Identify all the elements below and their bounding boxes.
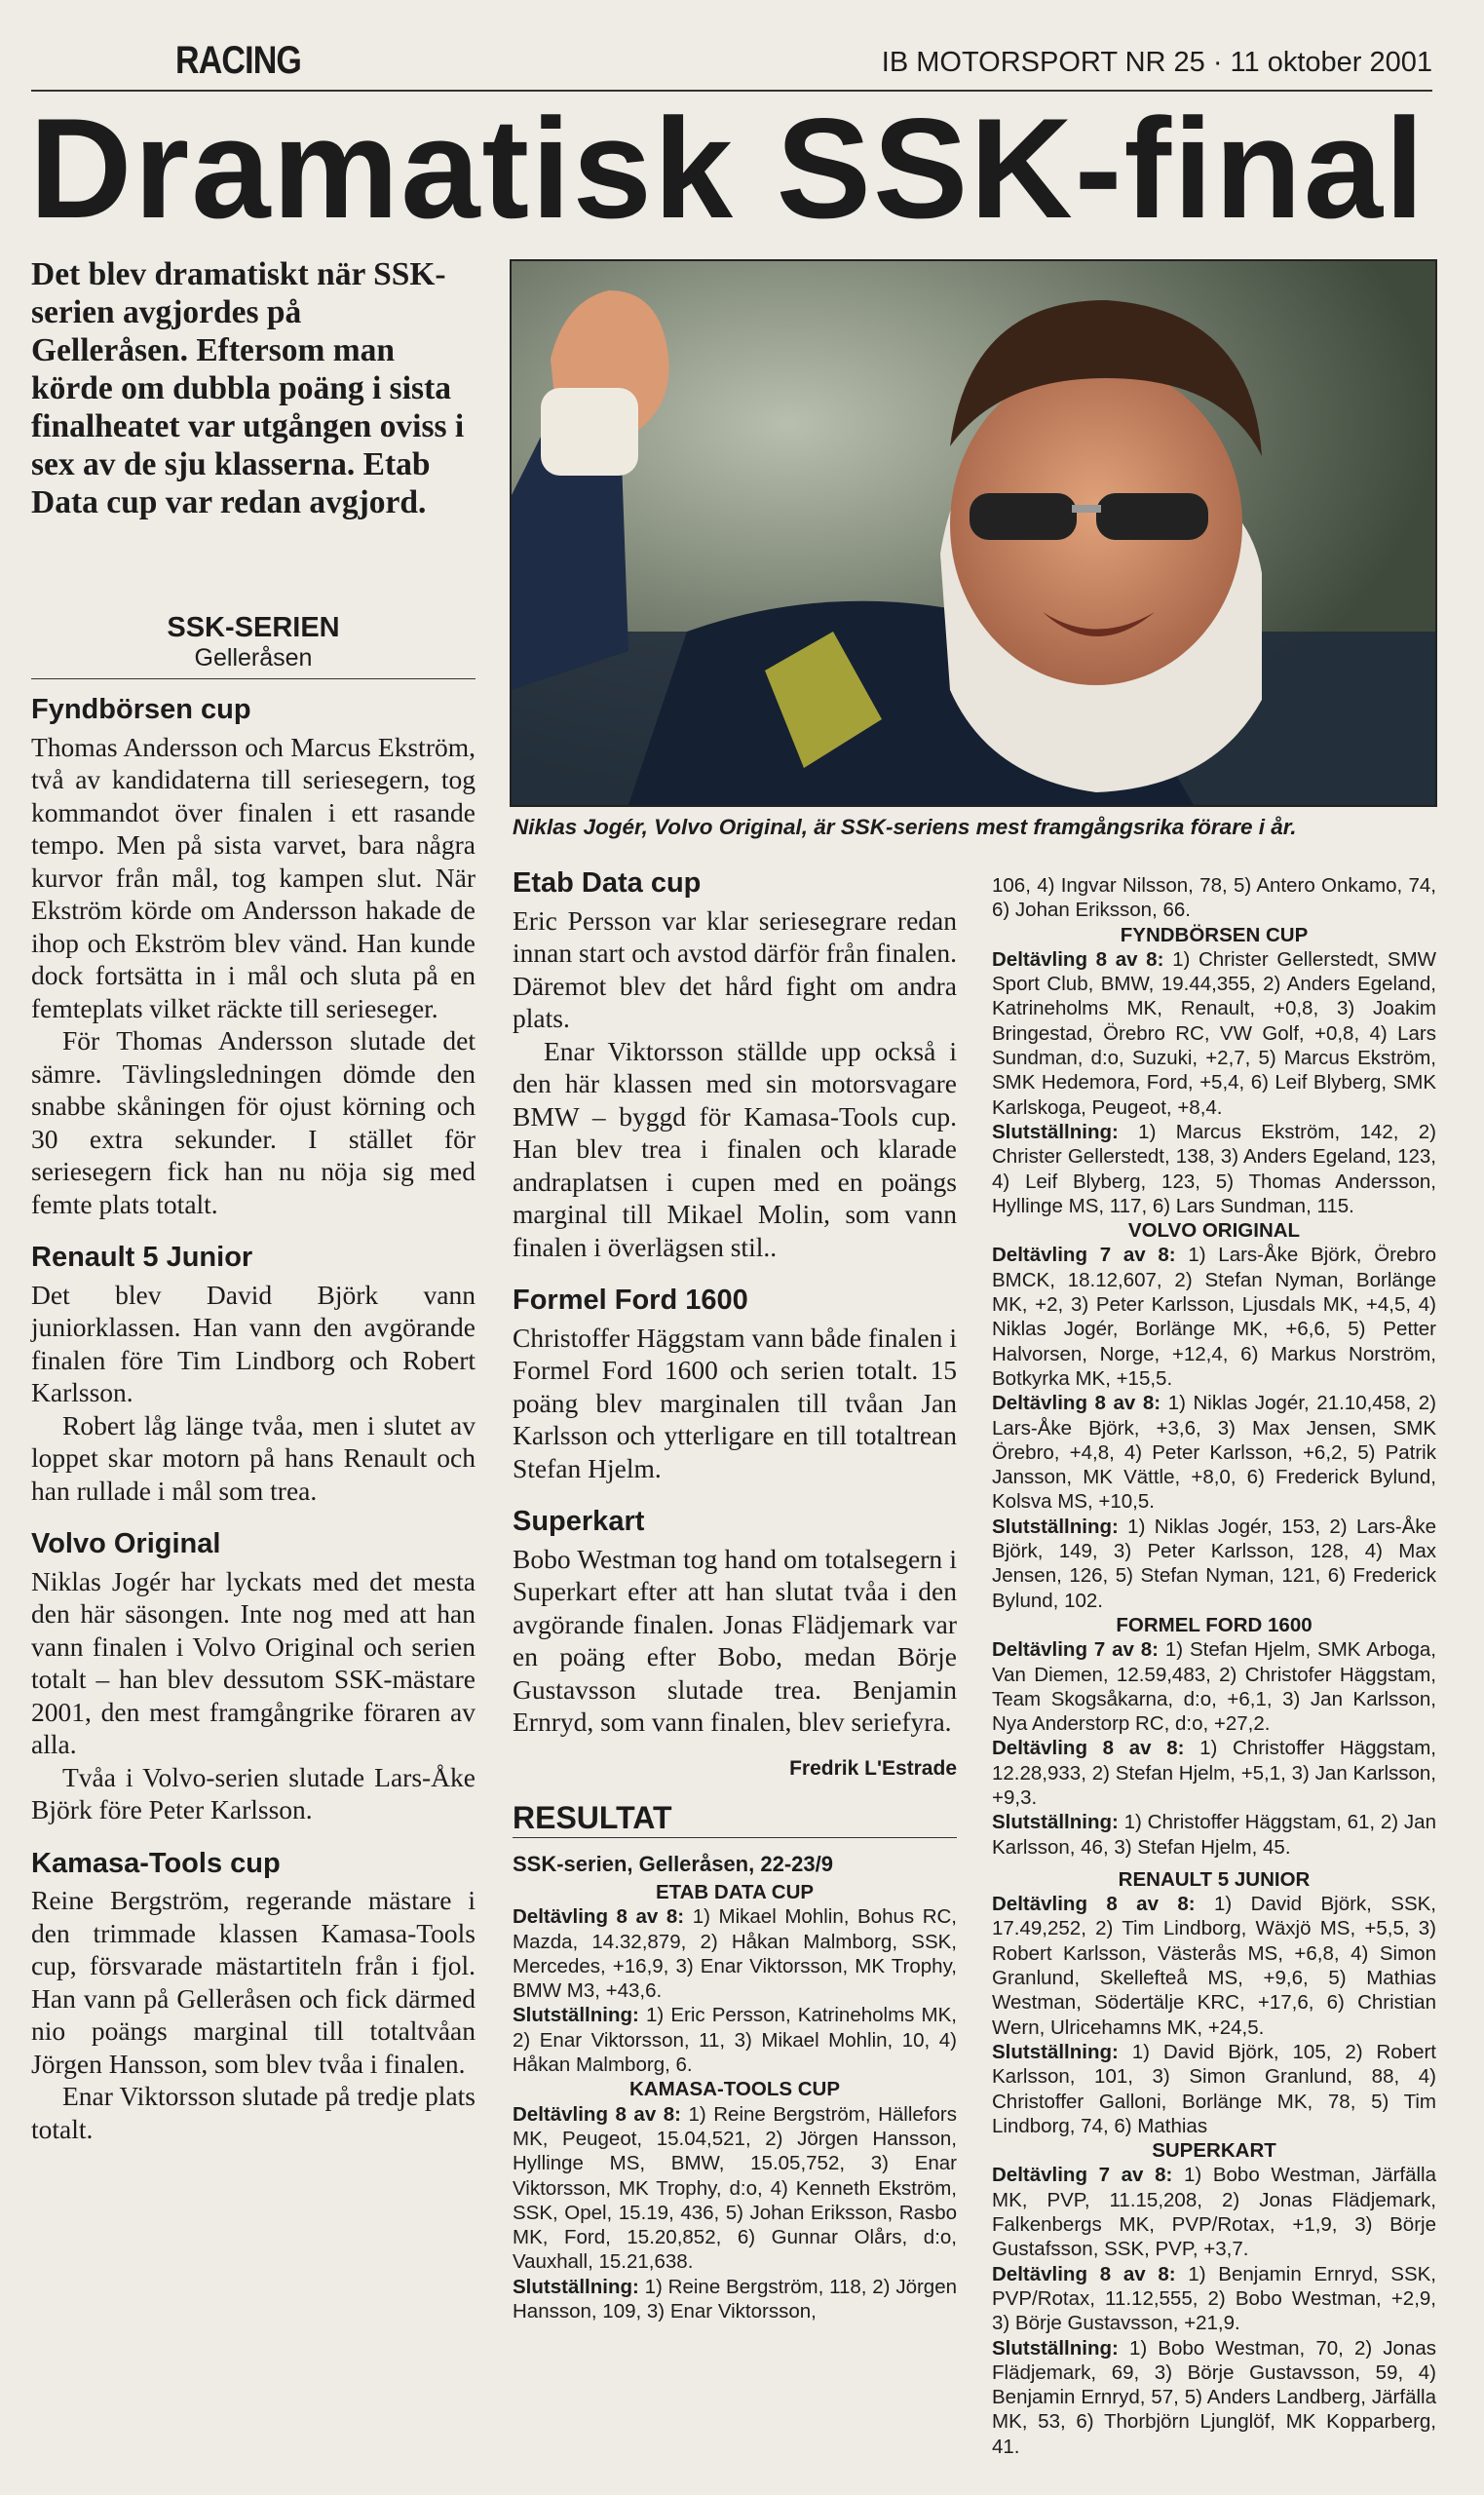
result-entry bbox=[992, 1637, 1436, 1736]
result-entry bbox=[992, 947, 1436, 1120]
result-label: Slutställning: bbox=[513, 2275, 639, 2298]
column-3 bbox=[992, 873, 1436, 2459]
result-text: 1) Lars-Åke Björk, Örebro BMCK, 18.12,607, 2) Stefan Nyman, Borlänge MK, +2, 3) Peter Karlsson, Ljusdals MK, +4,5, 4) Niklas Jogér, Borlänge MK, +6,6, 5) Petter Halvorsen, Norge, +12,4, 6) Markus Norström, Botkyrka MK, +15,5. bbox=[992, 1244, 1437, 1390]
class-heading: SUPERKART bbox=[1152, 2139, 1276, 2163]
subhead-formel-ford: Formel Ford 1600 bbox=[513, 1285, 748, 1316]
result-label: Deltävling 8 av 8: bbox=[992, 947, 1164, 971]
page-header bbox=[31, 39, 1432, 92]
result-text: 1) Eric Persson, Katrineholms MK, 2) Enar Viktorsson, 11, 3) Mikael Mohlin, 10, 4) Håkan Malmborg, 6. bbox=[513, 2004, 957, 2077]
result-text: 1) Niklas Jogér, 21.10,458, 2) Lars-Åke Björk, +3,6, 3) Max Jensen, SMK Örebro, +4,8, 4) Peter Karlsson, +6,2, 5) Patrik Jansson, MK Vättle, +8,0, 6) Frederick Bylund, Kolsva MS, +10,5. bbox=[992, 1392, 1436, 1514]
column-2 bbox=[513, 867, 957, 2323]
subhead-etab: Etab Data cup bbox=[513, 867, 702, 899]
result-entry: 106, 4) Ingvar Nilsson, 78, 5) Antero Onkamo, 74, 6) Johan Eriksson, 66. bbox=[992, 874, 1436, 922]
lead-paragraph: Det blev dramatiskt när SSK-serien avgjordes på Gelleråsen. Eftersom man körde om dubbla poäng i sista finalheatet var utgången oviss i sex av de sju klasserna. Etab Data cup var redan avgjord. bbox=[31, 256, 465, 520]
subhead-volvo: Volvo Original bbox=[31, 1528, 221, 1559]
class-heading: FYNDBÖRSEN CUP bbox=[1120, 923, 1309, 946]
result-text: 1) Mikael Mohlin, Bohus RC, Mazda, 14.32,879, 2) Håkan Malmborg, SSK, Mercedes, +16,9, 3) Enar Viktorsson, MK Trophy, BMW M3, +43,6. bbox=[513, 1905, 958, 2003]
series-venue: Gelleråsen bbox=[194, 644, 313, 672]
result-text: 1) Marcus Ekström, 142, 2) Christer Gellerstedt, 138, 3) Anders Egeland, 123, 4) Leif Blyberg, 123, 5) Thomas Andersson, Hyllinge MS, 117, 6) Lars Sundman, 115. bbox=[992, 1120, 1436, 1217]
result-label: Slutställning: bbox=[992, 2040, 1119, 2063]
paragraph: Thomas Andersson och Marcus Ekström, två av kandidaterna till seriesegern, tog kommandot över finalen i ett rasande tempo. Men på sista varvet, bara några kurvor från mål, tog kampen slut. När Ekström körde om Andersson hakade de ihop och Ekström blev vänd. Han kunde dock fortsätta in i mål och sluta på en femteplats vilket räckte till serieseger. bbox=[31, 731, 476, 1023]
results-block bbox=[513, 1880, 957, 2323]
paragraph: Niklas Jogér har lyckats med det mesta den här säsongen. Inte nog med att han vann finalen i Volvo Original och serien totalt – han blev dessutom SSK-mästare 2001, den mest framgångrike föraren av alla. bbox=[31, 1565, 476, 1759]
result-text: 1) Niklas Jogér, 153, 2) Lars-Åke Björk, 149, 3) Peter Karlsson, 128, 4) Max Jensen, 126, 5) Stefan Nyman, 121, 6) Frederick Bylund, 102. bbox=[992, 1515, 1436, 1612]
paragraph: Det blev David Björk vann juniorklassen. Han vann den avgörande finalen före Tim Lindborg och Robert Karlsson. bbox=[31, 1279, 476, 1407]
result-text: 1) Christer Gellerstedt, SMW Sport Club, BMW, 19.44,355, 2) Anders Egeland, Katrineholms MK, Renault, +0,8, 3) Joakim Bringestad, Örebro RC, VW Golf, +0,8, 4) Lars Sundman, d:o, Suzuki, +2,7, 5) Marcus Ekström, SMK Hedemora, Ford, +5,4, 6) Leif Blyberg, SMK Karlskoga, Peugeot, +8,4. bbox=[992, 947, 1436, 1119]
result-entry bbox=[513, 2275, 957, 2324]
result-label: Deltävling 8 av 8: bbox=[513, 2102, 681, 2126]
series-title: SSK-SERIEN bbox=[167, 612, 340, 643]
result-text: 1) Christoffer Häggstam, 12.28,933, 2) Stefan Hjelm, +5,1, 3) Jan Karlsson, +9,3. bbox=[992, 1737, 1437, 1809]
result-text: 1) David Björk, 105, 2) Robert Karlsson, 101, 3) Simon Granlund, 88, 4) Christoffer Galloni, Borlänge MK, 78, 5) Tim Lindborg, 74, 6) Mathias bbox=[992, 2040, 1436, 2137]
issue-info: IB MOTORSPORT NR 25 · 11 oktober 2001 bbox=[881, 47, 1432, 78]
result-text: 1) Christoffer Häggstam, 61, 2) Jan Karlsson, 46, 3) Stefan Hjelm, 45. bbox=[992, 1811, 1436, 1859]
paragraph: Eric Persson var klar seriesegrare redan innan start och avstod därför från finalen. Däremot blev det hård fight om andra plats. bbox=[513, 904, 957, 1033]
result-entry bbox=[992, 1120, 1436, 1218]
result-entry bbox=[992, 2262, 1436, 2336]
result-entry bbox=[992, 1810, 1436, 1860]
results-subheading: SSK-serien, Gelleråsen, 22-23/9 bbox=[513, 1851, 833, 1876]
result-text: 1) Bobo Westman, Järfälla MK, PVP, 11.15,208, 2) Jonas Flädjemark, Falkenbergs MK, PVP/Rotax, +1,9, 3) Börje Gustafsson, SSK, PVP, +3,7. bbox=[992, 2164, 1437, 2261]
result-text: 1) Reine Bergström, Hällefors MK, Peugeot, 15.04,521, 2) Jörgen Hansson, Hyllinge MS, BMW, 15.05,752, 3) Enar Viktorsson, MK Trophy, d:o, 4) Kenneth Ekström, SSK, Opel, 15.19, 436, 5) Johan Eriksson, Rasbo MK, Ford, 15.20,852, 6) Gunnar Olårs, d:o, Vauxhall, 15.21,638. bbox=[513, 2102, 957, 2274]
result-entry bbox=[513, 2102, 957, 2275]
class-heading: VOLVO ORIGINAL bbox=[1127, 1219, 1301, 1243]
result-label: Slutställning: bbox=[992, 1120, 1119, 1143]
byline: Fredrik L'Estrade bbox=[789, 1756, 957, 1780]
paragraph: Reine Bergström, regerande mästare i den trimmade klassen Kamasa-Tools cup, försvarade mästartiteln från i fjol. Han vann på Gelleråsen och fick därmed nio poängs marginal till totaltvåan Jörgen Hansson, som blev tvåa i finalen. bbox=[31, 1885, 476, 2079]
class-heading: KAMASA-TOOLS CUP bbox=[628, 2078, 840, 2101]
result-label: Deltävling 8 av 8: bbox=[992, 1737, 1185, 1760]
result-label: Slutställning: bbox=[513, 2004, 639, 2027]
result-label: Deltävling 7 av 8: bbox=[992, 2164, 1173, 2187]
result-label: Deltävling 7 av 8: bbox=[992, 1244, 1176, 1267]
paragraph: Enar Viktorsson slutade på tredje plats totalt. bbox=[31, 2081, 476, 2144]
result-text: 1) Reine Bergström, 118, 2) Jörgen Hansson, 109, 3) Enar Viktorsson, bbox=[513, 2275, 957, 2323]
class-heading: FORMEL FORD 1600 bbox=[1116, 1613, 1313, 1636]
subhead-superkart: Superkart bbox=[513, 1506, 645, 1537]
result-entry bbox=[992, 2163, 1436, 2261]
result-entry bbox=[992, 1736, 1436, 1810]
result-entry bbox=[992, 1515, 1436, 1613]
paragraph: För Thomas Andersson slutade det sämre. Tävlingsledningen dömde den snabbe skåningen för ojust körning och 30 extra sekunder. I stället för seriesegern fick han nu nöja sig med femte plats totalt. bbox=[31, 1025, 476, 1219]
section-tag: RACING bbox=[175, 39, 302, 82]
result-label: Slutställning: bbox=[992, 1811, 1119, 1834]
class-heading: RENAULT 5 JUNIOR bbox=[1118, 1867, 1311, 1891]
subhead-renault: Renault 5 Junior bbox=[31, 1242, 253, 1273]
paragraph: Tvåa i Volvo-serien slutade Lars-Åke Björk före Peter Karlsson. bbox=[31, 1761, 476, 1824]
result-label: Deltävling 8 av 8: bbox=[992, 2262, 1176, 2285]
subhead-kamasa: Kamasa-Tools cup bbox=[31, 1847, 281, 1879]
paragraph: Christoffer Häggstam vann både finalen i Formel Ford 1600 och serien totalt. 15 poäng blev marginalen till tvåan Jan Karlsson och ytterligare en till totaltrean Stefan Hjelm. bbox=[513, 1322, 957, 1483]
class-heading: ETAB DATA CUP bbox=[655, 1881, 815, 1903]
result-label: Deltävling 7 av 8: bbox=[992, 1638, 1159, 1662]
result-entry bbox=[992, 1243, 1436, 1391]
driver-photo bbox=[510, 259, 1437, 807]
subhead-fyndborsen: Fyndbörsen cup bbox=[31, 694, 251, 725]
photo-illustration bbox=[512, 261, 1435, 805]
result-label: Deltävling 8 av 8: bbox=[992, 1392, 1161, 1415]
results-heading: RESULTAT bbox=[513, 1802, 957, 1838]
result-label: Deltävling 8 av 8: bbox=[992, 1893, 1196, 1916]
paragraph: Bobo Westman tog hand om totalsegern i Superkart efter att han slutat tvåa i den avgörande finalen. Jonas Flädjemark var en poäng efter Bobo, medan Börje Gustavsson slutade trea. Benjamin Ernryd, som vann finalen, blev seriefyra. bbox=[513, 1543, 957, 1737]
result-text: 1) Benjamin Ernryd, SSK, PVP/Rotax, 11.12,555, 2) Bobo Westman, +2,9, 3) Börje Gustavsson, +21,9. bbox=[992, 2262, 1437, 2335]
result-text: 1) Stefan Hjelm, SMK Arboga, Van Diemen, 12.59,483, 2) Christofer Häggstam, Team Skogsåkarna, d:o, +6,1, 3) Jan Karlsson, Nya Anderstorp RC, d:o, +27,2. bbox=[992, 1638, 1437, 1736]
headline: Dramatisk SSK-final bbox=[29, 89, 1427, 248]
series-heading bbox=[31, 612, 476, 679]
result-entry bbox=[992, 2040, 1436, 2138]
result-text: 1) David Björk, SSK, 17.49,252, 2) Tim Lindborg, Wäxjö MS, +5,5, 3) Robert Karlsson, Västerås MS, +6,8, 4) Simon Granlund, Skellefteå MS, +9,6, 5) Mathias Westman, Södertälje KRC, +17,6, 6) Christian Wern, Ulricehamns MK, +24,5. bbox=[992, 1893, 1437, 2039]
result-label: Slutställning: bbox=[992, 1515, 1119, 1538]
paragraph: Enar Viktorsson ställde upp också i den här klassen med sin motorsvagare BMW – byggd för Kamasa-Tools cup. Han blev trea i finalen och klarade andraplatsen i cupen med en poängs marginal till Mikael Molin, som vann finalen i överlägsen stil.. bbox=[513, 1035, 957, 1262]
photo-caption: Niklas Jogér, Volvo Original, är SSK-seriens mest framgångsrika förare i år. bbox=[513, 815, 1297, 839]
result-entry bbox=[992, 1892, 1436, 2040]
result-label: Deltävling 8 av 8: bbox=[513, 1905, 685, 1929]
paragraph: Robert låg länge tvåa, men i slutet av loppet skar motorn på hans Renault och han rullade i mål som trea. bbox=[31, 1409, 476, 1506]
result-entry bbox=[992, 1391, 1436, 1514]
result-entry bbox=[513, 1904, 957, 2003]
result-entry bbox=[992, 2336, 1436, 2459]
result-text: 1) Bobo Westman, 70, 2) Jonas Flädjemark, 69, 3) Börje Gustavsson, 59, 4) Benjamin Ernryd, 57, 5) Anders Landberg, Järfälla MK, 53, 6) Thorbjörn Ljunglöf, MK Kopparberg, 41. bbox=[992, 2336, 1436, 2458]
result-entry bbox=[513, 2003, 957, 2077]
column-1 bbox=[31, 694, 476, 2145]
result-label: Slutställning: bbox=[992, 2336, 1119, 2360]
